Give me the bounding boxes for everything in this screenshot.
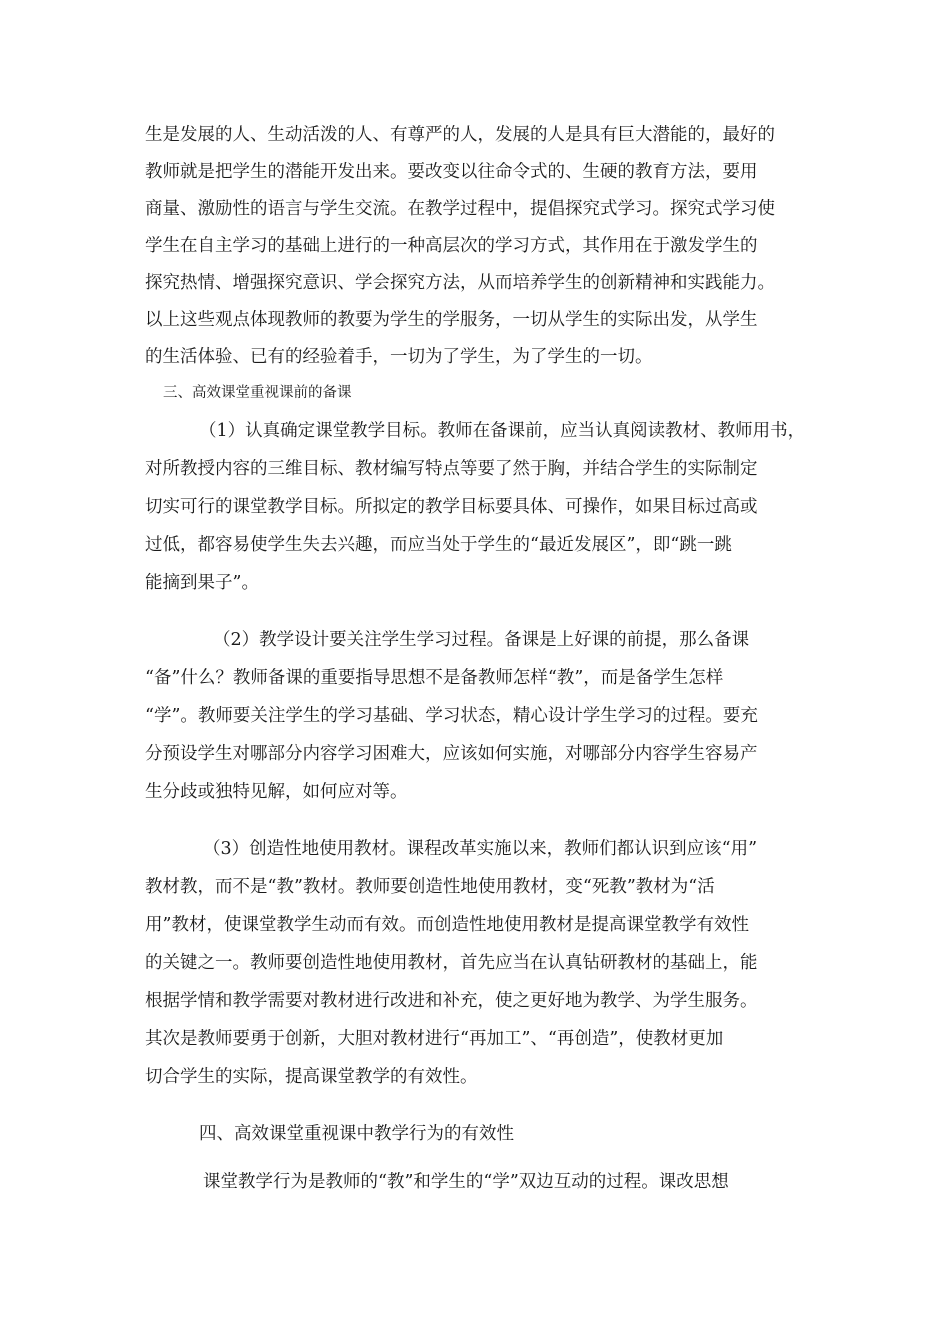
- text-line: （2）教学设计要关注学生学习过程。备课是上好课的前提，那么备课: [213, 630, 750, 650]
- text-line: 课堂教学行为是教师的“教”和学生的“学”双边互动的过程。课改思想: [203, 1172, 729, 1192]
- text-line: 学生在自主学习的基础上进行的一种高层次的学习方式，其作用在于激发学生的: [145, 236, 758, 256]
- text-line: 生分歧或独特见解，如何应对等。: [145, 782, 408, 802]
- text-line: 能摘到果子”。: [145, 573, 259, 593]
- text-line: 切合学生的实际，提高课堂教学的有效性。: [145, 1067, 478, 1087]
- text-line: 过低，都容易使学生失去兴趣，而应当处于学生的“最近发展区”，即“跳一跳: [145, 535, 732, 555]
- text-line: 根据学情和教学需要对教材进行改进和补充，使之更好地为教学、为学生服务。: [145, 991, 758, 1011]
- text-line: 以上这些观点体现教师的教要为学生的学服务，一切从学生的实际出发，从学生: [145, 310, 758, 330]
- text-line: 商量、激励性的语言与学生交流。在教学过程中，提倡探究式学习。探究式学习使: [145, 199, 775, 219]
- text-line: 教材教，而不是“教”教材。教师要创造性地使用教材，变“死教”教材为“活: [145, 877, 715, 897]
- text-line: 生是发展的人、生动活泼的人、有尊严的人，发展的人是具有巨大潜能的，最好的: [145, 125, 775, 145]
- text-line: （1）认真确定课堂教学目标。教师在备课前，应当认真阅读教材、教师用书，: [199, 421, 806, 441]
- text-line: 对所教授内容的三维目标、教材编写特点等要了然于胸，并结合学生的实际制定: [145, 459, 758, 479]
- text-line: 探究热情、增强探究意识、学会探究方法，从而培养学生的创新精神和实践能力。: [145, 273, 775, 293]
- section-heading: 三、高效课堂重视课前的备课: [163, 385, 352, 401]
- text-line: 的生活体验、已有的经验着手，一切为了学生，为了学生的一切。: [145, 347, 653, 367]
- section-heading: 四、高效课堂重视课中教学行为的有效性: [199, 1124, 514, 1144]
- text-line: 的关键之一。教师要创造性地使用教材，首先应当在认真钻研教材的基础上，能: [145, 953, 758, 973]
- text-line: （3）创造性地使用教材。课程改革实施以来，教师们都认识到应该“用”: [203, 839, 758, 859]
- text-line: 切实可行的课堂教学目标。所拟定的教学目标要具体、可操作，如果目标过高或: [145, 497, 758, 517]
- text-line: 教师就是把学生的潜能开发出来。要改变以往命令式的、生硬的教育方法，要用: [145, 162, 758, 182]
- text-line: 其次是教师要勇于创新，大胆对教材进行“再加工”、“再创造”，使教材更加: [145, 1029, 724, 1049]
- text-line: “备”什么？教师备课的重要指导思想不是备教师怎样“教”，而是备学生怎样: [145, 668, 724, 688]
- text-line: 分预设学生对哪部分内容学习困难大，应该如何实施，对哪部分内容学生容易产: [145, 744, 758, 764]
- text-line: “学”。教师要关注学生的学习基础、学习状态，精心设计学生学习的过程。要充: [145, 706, 758, 726]
- text-line: 用”教材，使课堂教学生动而有效。而创造性地使用教材是提高课堂教学有效性: [145, 915, 749, 935]
